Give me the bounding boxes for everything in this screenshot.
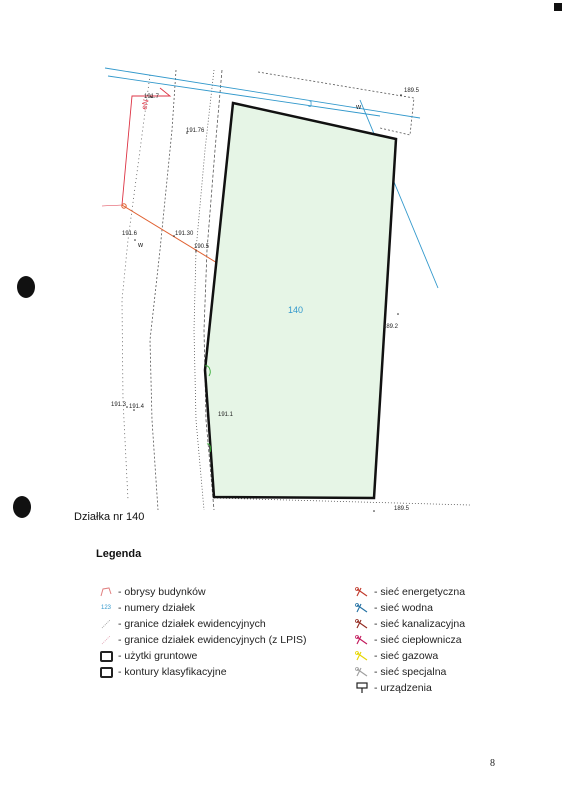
legend-item: - sieć energetyczna xyxy=(352,584,465,600)
building-link xyxy=(102,205,122,206)
parcel-polygon xyxy=(205,103,399,498)
legend-item: - obrysy budynków xyxy=(96,584,307,600)
classification-contour-icon xyxy=(96,665,116,679)
legend-item: - sieć kanalizacyjna xyxy=(352,616,465,632)
elevation-label: 191.30 xyxy=(175,231,194,237)
legend-title: Legenda xyxy=(96,548,142,560)
parcel-title: Działka nr 140 xyxy=(74,511,145,523)
elevation-label: 189.2 xyxy=(383,324,399,330)
road-label: eN xyxy=(139,98,151,111)
land-use-icon xyxy=(96,649,116,663)
legend-item: - sieć gazowa xyxy=(352,648,465,664)
elevation-label: 191.76 xyxy=(186,128,205,134)
water-label: w xyxy=(138,242,144,249)
parcel-boundary-icon xyxy=(96,617,116,631)
elevation-label: 191.7 xyxy=(144,94,160,100)
lpis-boundary-icon xyxy=(96,633,116,647)
sewer-network-icon xyxy=(352,617,372,631)
legend-item: - granice działek ewidencyjnych (z LPIS) xyxy=(96,632,307,648)
water-label: w xyxy=(356,104,362,111)
parcel-number-icon: 123 xyxy=(100,605,111,611)
legend-item: - kontury klasyfikacyjne xyxy=(96,664,307,680)
elevation-label: 191.3 xyxy=(111,402,127,408)
legend-item: - urządzenia xyxy=(352,680,465,696)
building-outline-icon xyxy=(96,585,116,599)
legend-left-column xyxy=(96,584,307,680)
parcel-number-label: 140 xyxy=(288,305,304,315)
legend-item: 123 - numery działek xyxy=(96,600,307,616)
page-number: 8 xyxy=(490,758,495,769)
elevation-label: 189.5 xyxy=(404,88,420,94)
punch-hole xyxy=(17,276,35,298)
legend-item: - użytki gruntowe xyxy=(96,648,307,664)
elevation-label: 189.5 xyxy=(394,506,410,512)
legend-item: - sieć specjalna xyxy=(352,664,465,680)
corner-mark xyxy=(554,3,562,11)
water-network-icon xyxy=(352,601,372,615)
punch-hole xyxy=(13,496,31,518)
elevation-label: 190.5 xyxy=(194,244,210,250)
road-edge-far-left xyxy=(122,75,150,500)
device-icon xyxy=(352,681,372,695)
legend-right-column xyxy=(352,584,465,696)
legend-item: - sieć ciepłownicza xyxy=(352,632,465,648)
elevation-label: 191.4 xyxy=(129,404,145,410)
legend-item: - granice działek ewidencyjnych xyxy=(96,616,307,632)
elevation-label: 191.1 xyxy=(218,412,234,418)
gas-network-icon xyxy=(352,649,372,663)
water-label: J xyxy=(308,100,312,109)
heating-network-icon xyxy=(352,633,372,647)
legend-item: - sieć wodna xyxy=(352,600,465,616)
road-edge-left xyxy=(150,70,176,510)
energy-network-icon xyxy=(352,585,372,599)
elevation-label: 191.6 xyxy=(122,231,138,237)
special-network-icon xyxy=(352,665,372,679)
